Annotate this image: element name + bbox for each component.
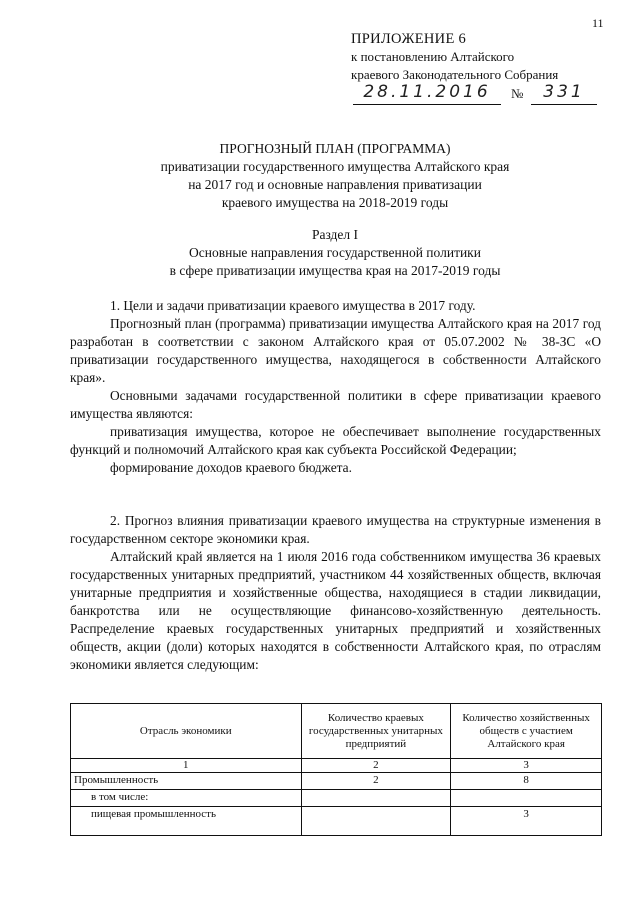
table-row: [71, 790, 602, 807]
part1-text: [70, 297, 601, 477]
document-title: [70, 140, 600, 212]
appendix-block: [351, 30, 611, 84]
title-line: ПРОГНОЗНЫЙ ПЛАН (ПРОГРАММА): [219, 141, 451, 156]
enterprises-count: [301, 807, 451, 836]
part2-text: [70, 512, 601, 674]
section-title: [70, 226, 600, 280]
resolution-number: 331: [531, 82, 597, 105]
paragraph: формирование доходов краевого бюджета.: [110, 460, 352, 475]
enterprises-count: [301, 790, 451, 807]
section-heading: Раздел I: [311, 227, 359, 242]
industry-name: Промышленность: [71, 773, 302, 790]
column-header: Отрасль экономики: [71, 704, 302, 759]
page-number: 11: [592, 16, 604, 30]
paragraph: Прогнозный план (программа) приватизации имущества Алтайского края на 2017 год разработан в соответствии с законом Алтайского края от 05.07.2002 № 38-ЗС «О приватизации государственного имущества, находящегося в собственности Алтайского края».: [70, 316, 601, 385]
paragraph: Алтайский край является на 1 июля 2016 года собственником имущества 36 краевых государственных унитарных предприятий, участником 44 хозяйственных обществ, включая унитарные предприятия и хозяйственные общества, находящиеся в стадии ликвидации, банкротства или не осуществляющие финансово-хозяйственную деятельность. Распределение краевых государственных унитарных предприятий и хозяйственных обществ, акции (доли) которых находятся в собственности Алтайского края, по отраслям экономики является следующим:: [70, 549, 601, 672]
paragraph: приватизация имущества, которое не обеспечивает выполнение государственных функций и полномочий Алтайского края как субъекта Российской Федерации;: [70, 424, 601, 457]
title-line: краевого имущества на 2018-2019 годы: [221, 195, 449, 210]
companies-count: 3: [451, 807, 602, 836]
appendix-line: к постановлению Алтайского: [351, 49, 515, 64]
industry-name: пищевая промышленность: [71, 807, 302, 836]
appendix-line: краевого Законодательного Собрания: [351, 67, 559, 82]
resolution-date: 28.11.2016: [353, 82, 501, 105]
column-number-row: [71, 759, 602, 773]
resolution-reference: [351, 82, 601, 108]
title-line: на 2017 год и основные направления приватизации: [188, 177, 482, 192]
table-header-row: [71, 704, 602, 759]
paragraph: Основными задачами государственной политики в сфере приватизации краевого имущества являются:: [70, 388, 601, 421]
column-number: 1: [71, 759, 302, 773]
section-line: в сфере приватизации имущества края на 2017-2019 годы: [169, 263, 501, 278]
number-sign: №: [511, 86, 524, 101]
appendix-heading: ПРИЛОЖЕНИЕ 6: [351, 31, 467, 47]
column-number: 2: [301, 759, 451, 773]
column-header: Количество хозяйственных обществ с участием Алтайского края: [451, 704, 602, 759]
column-number: 3: [451, 759, 602, 773]
part2-heading: 2. Прогноз влияния приватизации краевого имущества на структурные изменения в государственном секторе экономики края.: [70, 513, 601, 546]
industry-distribution-table: [70, 703, 602, 836]
column-header: Количество краевых государственных унитарных предприятий: [301, 704, 451, 759]
title-line: приватизации государственного имущества Алтайского края: [160, 159, 510, 174]
enterprises-count: 2: [301, 773, 451, 790]
table-row: [71, 773, 602, 790]
part1-heading: 1. Цели и задачи приватизации краевого имущества в 2017 году.: [110, 298, 476, 313]
section-line: Основные направления государственной политики: [189, 245, 481, 260]
industry-name: в том числе:: [71, 790, 302, 807]
table-row: [71, 807, 602, 836]
companies-count: [451, 790, 602, 807]
companies-count: 8: [451, 773, 602, 790]
